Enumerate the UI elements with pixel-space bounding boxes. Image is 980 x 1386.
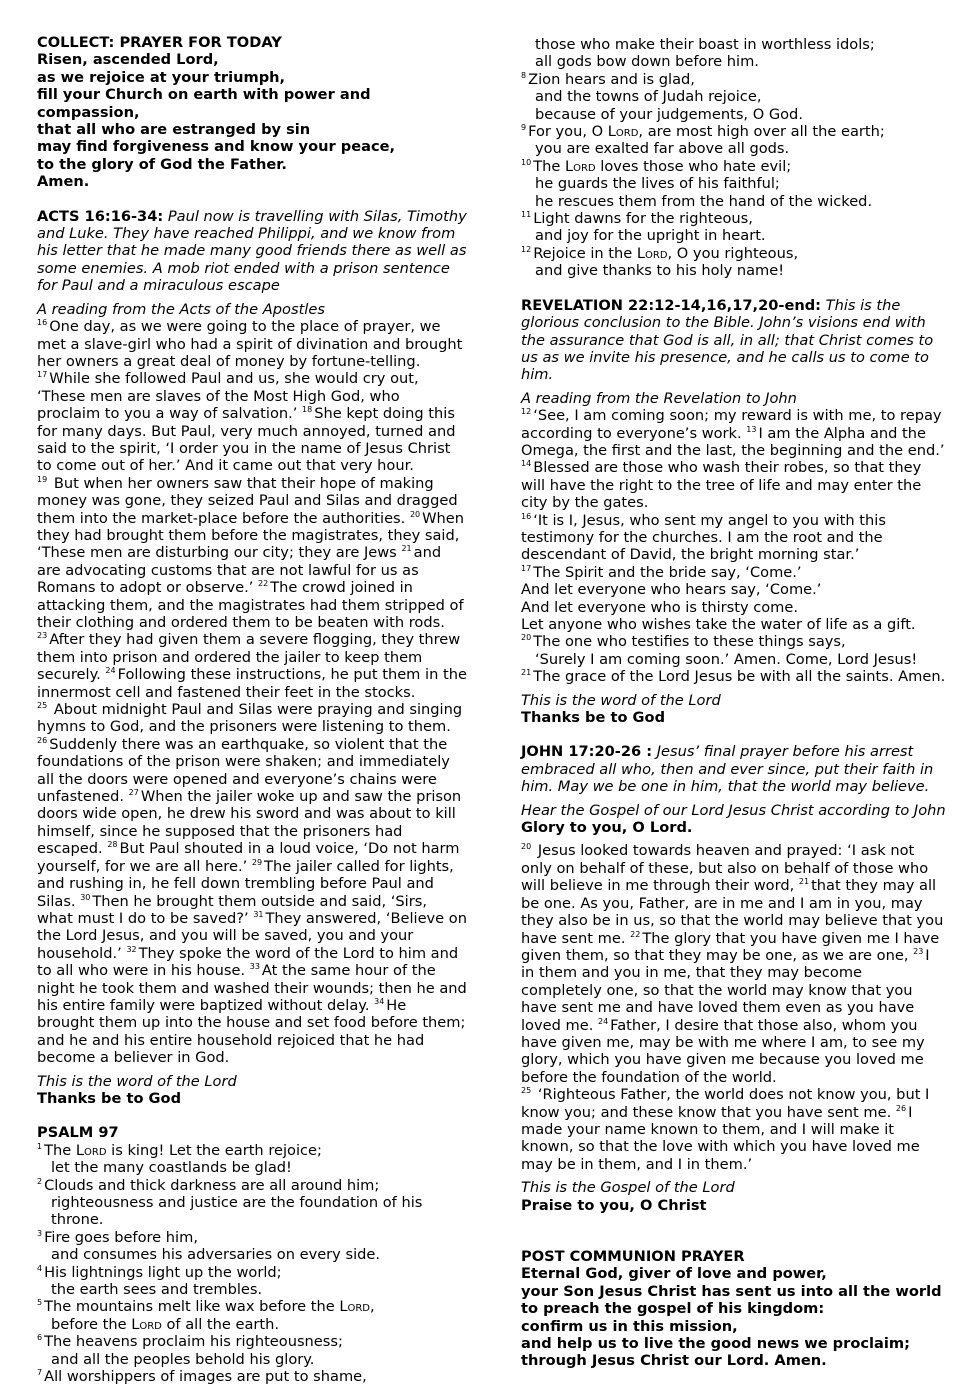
psalm-line	[37, 1281, 467, 1298]
revelation-reference: REVELATION 22:12-14,16,17,20-end:	[521, 296, 822, 314]
prayer-line: Risen, ascended Lord,	[37, 51, 219, 69]
verse-number: 4	[37, 1263, 43, 1273]
left-column	[37, 34, 467, 1385]
collect-prayer	[37, 51, 467, 190]
psalm-line-text: All worshippers of images are put to shame,	[44, 1368, 367, 1386]
psalm-line	[37, 1298, 467, 1315]
psalm-line-text: before the Lord of all the earth.	[51, 1315, 280, 1333]
psalm-line-text: he rescues them from the hand of the wicked.	[535, 192, 873, 210]
acts-response: Thanks be to God	[37, 1089, 182, 1107]
verse-text: ‘Righteous Father, the world does not know you, but I know you; and these know that you have sent me.	[521, 1086, 930, 1121]
verse-text: They spoke the word of the Lord to him and to all who were in his house.	[37, 944, 459, 980]
psalm-line-text: righteousness and justice are the foundation of his	[51, 1194, 423, 1211]
right-column	[521, 36, 946, 1370]
paragraph	[37, 475, 467, 701]
verse-number: 11	[521, 210, 532, 220]
verse-line-text: The one who testifies to these things says,	[533, 633, 846, 651]
verse-number: 29	[251, 857, 263, 867]
psalm-line	[37, 1333, 467, 1350]
verse-number: 21	[798, 877, 810, 887]
verse-text: I made your name known to them, and I will make it known, so that the love with which you have loved me may be in them, and I in them.’	[521, 1103, 920, 1173]
verse-text: When the jailer woke up and saw the prison doors wide open, he drew his sword and was about to kill himself, since he supposed that the prisoners had escaped.	[37, 788, 462, 858]
psalm-line	[521, 193, 946, 210]
acts-reading-text	[37, 318, 467, 1066]
psalm-line	[521, 123, 946, 140]
acts-intro: Paul now is travelling with Silas, Timothy and Luke. They have reached Philippi, and we know from his letter that he made many good friends there as well as some enemies. A mob riot ended with a prison sentence for Paul and a miraculous escape	[37, 207, 467, 295]
psalm-line-text: throne.	[51, 1211, 104, 1229]
post-communion-section	[521, 1248, 946, 1370]
verse-line-text: ‘Surely I am coming soon.’ Amen. Come, Lord Jesus!	[535, 650, 918, 668]
verse-number: 22	[630, 929, 641, 939]
psalm-verses	[37, 1142, 467, 1386]
verse-text: They answered, ‘Believe on the Lord Jesus, and you will be saved, you and your household.’	[37, 909, 467, 962]
verse-number: 23	[37, 631, 48, 641]
verse-number: 17	[521, 563, 532, 573]
psalm-line-text: let the many coastlands be glad!	[51, 1159, 292, 1177]
prayer-line: Eternal God, giver of love and power,	[521, 1265, 827, 1283]
verse-text: But Paul shouted in a loud voice, ‘Do not harm yourself, for we are all here.’	[37, 840, 460, 875]
verse-number: 25	[521, 1086, 532, 1096]
psalm-line	[521, 227, 946, 244]
verse-text: ‘See, I am coming soon; my reward is with me, to repay according to everyone’s work.	[521, 407, 942, 442]
prayer-line: as we rejoice at your triumph,	[37, 68, 286, 86]
verse-text: The glory that you have given me I have given them, so that they may be one, as we are one,	[521, 929, 940, 964]
psalm-line-text: Clouds and thick darkness are all around him;	[44, 1176, 380, 1194]
verse-number: 21	[521, 668, 532, 678]
acts-closing: This is the word of the Lord	[37, 1072, 237, 1090]
verse-text: I in them and you in me, that they may become completely one, so that the world may know that you have sent me and have loved them even as you have loved me.	[521, 946, 930, 1034]
verse-number: 20	[521, 842, 532, 852]
collect-heading: COLLECT: PRAYER FOR TODAY	[37, 34, 282, 51]
verse-line-text: And let everyone who hears say, ‘Come.’	[521, 581, 822, 599]
verse-number: 7	[37, 1368, 43, 1378]
prayer-line: and help us to live the good news we proclaim;	[521, 1335, 910, 1353]
verse-text: About midnight Paul and Silas were praying and singing hymns to God, and the prisoners were listening to them.	[37, 701, 463, 736]
acts-section	[37, 208, 467, 1108]
verse-number: 14	[521, 459, 532, 469]
verse-text: Suddenly there was an earthquake, so violent that the foundations of the prison were shaken; and immediately all the doors were opened and everyone’s chains were unfastened.	[37, 735, 450, 806]
verse-line	[521, 564, 946, 581]
verse-number: 23	[913, 946, 924, 956]
prayer-line: through Jesus Christ our Lord. Amen.	[521, 1352, 827, 1370]
psalm-line	[37, 1246, 467, 1263]
verse-text: and are advocating customs that are not lawful for us as Romans to adopt or observe.’	[37, 544, 442, 597]
psalm-line	[37, 1194, 467, 1211]
psalm-line-text: the earth sees and trembles.	[51, 1281, 263, 1299]
revelation-closing: This is the word of the Lord	[521, 691, 721, 709]
verse-number: 10	[521, 157, 532, 167]
verse-number: 34	[374, 996, 385, 1006]
revelation-section	[521, 297, 946, 727]
psalm-line	[37, 1159, 467, 1176]
psalm-line-text: Fire goes before him,	[44, 1228, 198, 1246]
verse-text: Jesus looked towards heaven and prayed: ‘I ask not only on behalf of these, but also on behalf of those who will believe in me through their word,	[521, 842, 929, 895]
paragraph	[37, 701, 467, 1067]
psalm-line-text: His lightnings light up the world;	[44, 1263, 282, 1281]
post-communion-prayer	[521, 1265, 946, 1369]
psalm-line-text: and joy for the upright in heart.	[535, 227, 766, 245]
psalm-line-text: you are exalted far above all gods.	[535, 140, 790, 158]
verse-text: The jailer called for lights, and rushing in, he fell down trembling before Paul and Silas.	[37, 857, 454, 910]
paragraph	[37, 318, 467, 475]
verse-text: Following these instructions, he put them in the innermost cell and fastened their feet in the stocks.	[37, 666, 467, 701]
psalm-line-text: he guards the lives of his faithful;	[535, 175, 780, 193]
verse-number: 32	[126, 944, 137, 954]
prayer-line: your Son Jesus Christ has sent us into all the world	[521, 1282, 942, 1300]
verse-number: 20	[409, 509, 421, 519]
verse-number: 24	[105, 666, 116, 676]
john-section	[521, 743, 946, 1214]
paragraph	[521, 512, 946, 564]
psalm-line	[521, 262, 946, 279]
verse-number: 26	[37, 735, 48, 745]
verse-line	[521, 616, 946, 633]
verse-number: 16	[521, 511, 532, 521]
psalm-line	[37, 1229, 467, 1246]
psalm-line	[521, 140, 946, 157]
psalm-line-text: and give thanks to his holy name!	[535, 262, 785, 280]
acts-reference: ACTS 16:16-34:	[37, 207, 164, 225]
verse-number: 17	[37, 370, 48, 380]
verse-line	[521, 581, 946, 598]
psalm-line	[37, 1211, 467, 1228]
prayer-line: confirm us in this mission,	[521, 1317, 738, 1335]
john-intro: Jesus’ final prayer before his arrest embraced all who, then and ever since, put their faith in him. May we be one in him, that the world may believe.	[521, 743, 934, 796]
psalm-line	[521, 175, 946, 192]
john-reading-text	[521, 842, 946, 1173]
verse-text: Blessed are those who wash their robes, so that they will have the right to the tree of life and may enter the city by the gates.	[521, 459, 922, 512]
psalm-line	[37, 1351, 467, 1368]
collect-section	[37, 34, 467, 191]
verse-text: I am the Alpha and the Omega, the first and the last, the beginning and the end.’	[521, 424, 945, 459]
john-reading-intro: Hear the Gospel of our Lord Jesus Christ according to John	[521, 801, 946, 819]
psalm-line-text: For you, O Lord, are most high over all the earth;	[528, 123, 885, 141]
verse-number: 3	[37, 1228, 43, 1238]
verse-number: 8	[521, 70, 527, 80]
paragraph	[521, 842, 946, 1086]
psalm-section	[37, 1124, 467, 1385]
psalm-line-text: The Lord loves those who hate evil;	[533, 157, 792, 175]
psalm-line-text: Rejoice in the Lord, O you righteous,	[533, 244, 799, 262]
acts-reading-intro: A reading from the Acts of the Apostles	[37, 300, 325, 318]
psalm-heading: PSALM 97	[37, 1124, 119, 1142]
verse-number: 12	[521, 407, 532, 417]
psalm-line	[521, 158, 946, 175]
psalm-line	[37, 1316, 467, 1333]
verse-line-text: And let everyone who is thirsty come.	[521, 598, 799, 616]
verse-number: 2	[37, 1176, 43, 1186]
verse-number: 26	[895, 1103, 907, 1113]
verse-text: Then he brought them outside and said, ‘Sirs, what must I do to be saved?’	[37, 892, 427, 927]
verse-number: 18	[302, 405, 313, 415]
prayer-line: Amen.	[37, 173, 90, 191]
prayer-line: to the glory of God the Father.	[37, 155, 287, 173]
verse-number: 12	[521, 244, 532, 254]
psalm-line	[521, 71, 946, 88]
revelation-reading-text	[521, 407, 946, 686]
verse-number: 24	[597, 1016, 609, 1026]
verse-text: He brought them up into the house and set food before them; and he and his entire household rejoiced that he had become a believer in God.	[37, 996, 466, 1067]
verse-number: 30	[80, 892, 91, 902]
psalm-line	[521, 106, 946, 123]
verse-text: But when her owners saw that their hope of making money was gone, they seized Paul and Silas and dragged them into the market-place before the authorities.	[37, 474, 458, 527]
paragraph	[521, 407, 946, 459]
verse-text: After they had given them a severe flogging, they threw them into prison and ordered the jailer to keep them securely.	[37, 631, 461, 684]
verse-number: 6	[37, 1333, 43, 1343]
psalm-line-text: and the towns of Judah rejoice,	[535, 88, 762, 106]
psalm-line: all gods bow down before him.	[535, 53, 759, 71]
verse-line	[521, 651, 946, 668]
verse-text: She kept doing this for many days. But Paul, very much annoyed, turned and said to the spirit, ‘I order you in the name of Jesus Christ to come out of her.’ And it came out that very hour.	[37, 405, 456, 475]
verse-number: 16	[37, 318, 48, 328]
psalm-line-text: and all the peoples behold his glory.	[51, 1350, 315, 1368]
prayer-line: to preach the gospel of his kingdom:	[521, 1300, 825, 1318]
verse-number: 22	[258, 579, 269, 589]
verse-text: ‘It is I, Jesus, who sent my angel to you with this testimony for the churches. I am the root and the descendant of David, the bright morning star.’	[521, 511, 886, 564]
psalm-line-text: The heavens proclaim his righteousness;	[44, 1333, 343, 1351]
psalm-line	[521, 245, 946, 262]
verse-number: 13	[746, 424, 757, 434]
psalm-line	[37, 1177, 467, 1194]
verse-number: 31	[253, 909, 264, 919]
psalm-line	[37, 1368, 467, 1385]
verse-number: 27	[128, 788, 139, 798]
verse-text: Father, I desire that those also, whom you have given me, may be with me where I am, to see my glory, which you have given me because you loved me before the foundation of the world.	[521, 1016, 925, 1086]
prayer-line: may find forgiveness and know your peace,	[37, 138, 396, 156]
verse-text: The crowd joined in attacking them, and the magistrates had them stripped of their clothing and ordered them to be beaten with rods.	[37, 579, 464, 631]
verse-line	[521, 633, 946, 650]
verse-number: 1	[37, 1141, 43, 1151]
verse-line	[521, 599, 946, 616]
psalm-line	[37, 1264, 467, 1281]
psalm-line: those who make their boast in worthless idols;	[535, 36, 875, 53]
verse-line-text: The grace of the Lord Jesus be with all the saints. Amen.	[533, 668, 946, 686]
verse-text: One day, as we were going to the place of prayer, we met a slave-girl who had a spirit of divination and brought her owners a great deal of money by fortune-telling.	[37, 318, 463, 370]
post-communion-heading: POST COMMUNION PRAYER	[521, 1248, 745, 1265]
verse-text: While she followed Paul and us, she would cry out, ‘These men are slaves of the Most High God, who proclaim to you a way of salvation.’	[37, 370, 419, 423]
verse-line	[521, 668, 946, 685]
psalm-line-text: Zion hears and is glad,	[528, 70, 695, 88]
verse-number: 9	[521, 123, 527, 133]
psalm-line-text: because of your judgements, O God.	[535, 105, 803, 123]
psalm-line-text: and consumes his adversaries on every side.	[51, 1246, 381, 1264]
verse-number: 33	[249, 962, 260, 972]
psalm-line-text: The mountains melt like wax before the Lord,	[44, 1298, 375, 1316]
verse-number: 25	[37, 701, 48, 711]
verse-number: 21	[401, 544, 412, 554]
verse-number: 28	[107, 840, 118, 850]
verse-text: that they may all be one. As you, Father, are in me and I am in you, may they also be in us, so that the world may believe that you have sent me.	[521, 877, 944, 947]
psalm-line	[521, 88, 946, 105]
paragraph	[521, 459, 946, 511]
psalm-line-text: Light dawns for the righteous,	[533, 210, 753, 228]
verse-number: 19	[37, 474, 48, 484]
psalm-line	[37, 1142, 467, 1159]
psalm-line	[521, 210, 946, 227]
verse-text: At the same hour of the night he took them and washed their wounds; then he and his entire family were baptized without delay.	[37, 962, 467, 1014]
prayer-line: that all who are estranged by sin	[37, 121, 311, 139]
psalm-line-text: The Lord is king! Let the earth rejoice;	[44, 1141, 322, 1159]
verse-line-text: The Spirit and the bride say, ‘Come.’	[533, 563, 802, 581]
john-reading-response: Glory to you, O Lord.	[521, 819, 693, 837]
verse-number: 5	[37, 1298, 43, 1308]
verse-text: When they had brought them before the magistrates, they said, ‘These men are disturbing our city; they are Jews	[37, 509, 465, 562]
john-closing: This is the Gospel of the Lord	[521, 1179, 735, 1197]
revelation-intro: This is the glorious conclusion to the Bible. John’s visions end with the assurance that God is all, in all; that Christ comes to us as we invite his presence, and he calls us to come to him.	[521, 296, 934, 384]
revelation-response: Thanks be to God	[521, 709, 666, 727]
john-response: Praise to you, O Christ	[521, 1196, 707, 1214]
verse-number: 20	[521, 633, 532, 643]
prayer-line: fill your Church on earth with power and compassion,	[37, 86, 371, 121]
paragraph	[521, 1086, 946, 1173]
revelation-reading-intro: A reading from the Revelation to John	[521, 389, 797, 407]
john-reference: JOHN 17:20-26 :	[521, 743, 653, 761]
psalm-verses-continued	[521, 36, 946, 280]
verse-line-text: Let anyone who wishes take the water of life as a gift.	[521, 616, 916, 633]
